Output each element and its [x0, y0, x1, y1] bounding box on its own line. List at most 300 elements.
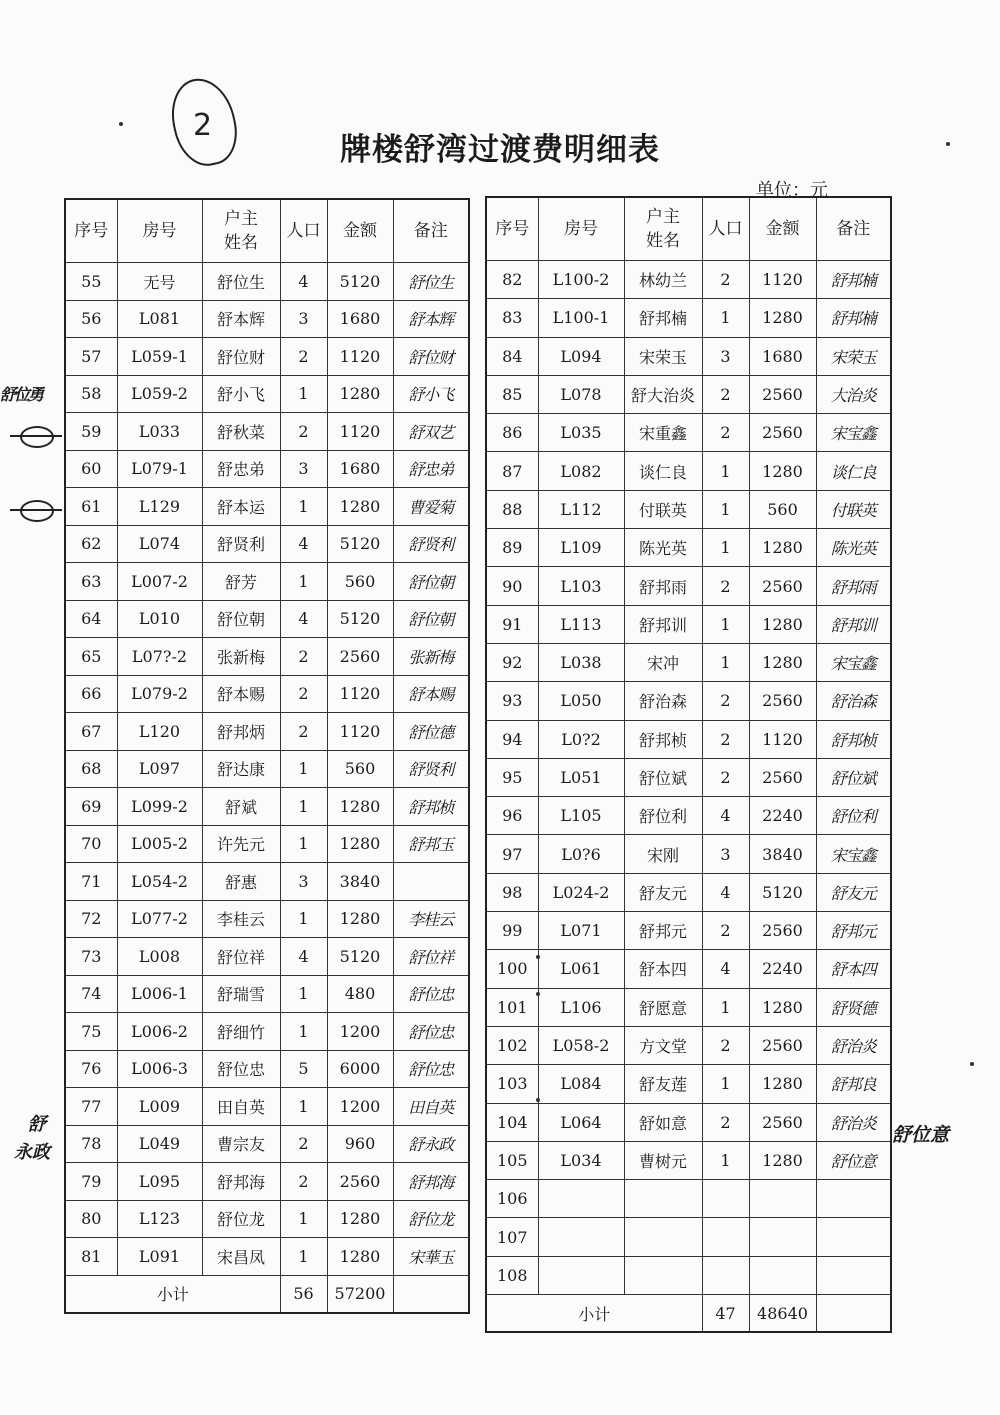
header-note: 备注 [393, 199, 469, 263]
circled-number: 2 [193, 108, 213, 143]
cell-seq: 79 [65, 1163, 117, 1201]
table-row [65, 788, 469, 826]
cell-amount: 1200 [327, 1088, 393, 1126]
table-row [486, 720, 891, 758]
cell-owner-name: 陈光英 [624, 529, 702, 567]
table-row [65, 1050, 469, 1088]
cell-signature: 曹爱菊 [393, 488, 469, 526]
cell-owner-name: 林幼兰 [624, 261, 702, 299]
cell-signature: 舒小飞 [393, 375, 469, 413]
table-row [65, 1238, 469, 1276]
cell-room: L129 [117, 488, 202, 526]
table-row [486, 1103, 891, 1141]
cell-population: 1 [702, 605, 749, 643]
cell-owner-name: 舒瑞雪 [202, 975, 280, 1013]
cell-owner-name: 舒位生 [202, 263, 280, 301]
cell-owner-name: 舒芳 [202, 563, 280, 601]
cell-room: L007-2 [117, 563, 202, 601]
table-row [65, 825, 469, 863]
margin-note-right-105: 舒位意 [892, 1124, 950, 1146]
cell-amount: 1200 [327, 1013, 393, 1051]
cell-signature: 宋華玉 [393, 1238, 469, 1276]
cell-owner-name: 舒如意 [624, 1103, 702, 1141]
cell-owner-name: 舒位龙 [202, 1200, 280, 1238]
cell-amount: 1280 [327, 788, 393, 826]
cell-signature: 舒贤利 [393, 750, 469, 788]
cell-seq: 66 [65, 675, 117, 713]
margin-note-left-top: 舒位勇 [0, 385, 43, 404]
margin-note-left-bottom-2: 永政 [14, 1142, 50, 1163]
cell-population: 2 [280, 413, 327, 451]
cell-amount: 560 [327, 563, 393, 601]
cell-owner-name [624, 1256, 702, 1294]
cell-owner-name: 曹宗友 [202, 1125, 280, 1163]
cell-amount: 2560 [749, 414, 816, 452]
cell-population: 2 [702, 414, 749, 452]
header-owner-text: 户主 姓名 [646, 207, 680, 251]
table-row [486, 1256, 891, 1294]
cell-signature [816, 1180, 891, 1218]
cell-amount: 1280 [749, 1141, 816, 1179]
cell-amount: 480 [327, 975, 393, 1013]
cell-owner-name: 舒本运 [202, 488, 280, 526]
cell-signature: 舒邦楠 [816, 299, 891, 337]
cell-signature: 舒邦元 [816, 912, 891, 950]
cell-owner-name: 舒位朝 [202, 600, 280, 638]
cell-signature: 舒位财 [393, 338, 469, 376]
cell-owner-name: 曹树元 [624, 1141, 702, 1179]
cell-population: 1 [702, 299, 749, 337]
cell-seq: 92 [486, 643, 538, 681]
cell-signature: 舒永政 [393, 1125, 469, 1163]
cell-amount: 1680 [327, 300, 393, 338]
cell-owner-name: 舒位祥 [202, 938, 280, 976]
cell-population: 3 [702, 337, 749, 375]
cell-amount: 3840 [749, 835, 816, 873]
cell-amount: 1280 [327, 1200, 393, 1238]
header-seq: 序号 [65, 199, 117, 263]
cell-amount: 560 [749, 490, 816, 528]
cell-population: 2 [280, 1125, 327, 1163]
table-row [486, 1180, 891, 1218]
cell-room: L006-2 [117, 1013, 202, 1051]
cell-seq: 94 [486, 720, 538, 758]
table-row [65, 713, 469, 751]
cell-population: 4 [702, 797, 749, 835]
table-row [65, 1013, 469, 1051]
header-owner [202, 199, 280, 263]
table-row [65, 488, 469, 526]
cell-amount: 1280 [749, 299, 816, 337]
table-row [486, 299, 891, 337]
cell-owner-name: 舒邦训 [624, 605, 702, 643]
table-row [65, 263, 469, 301]
cell-signature: 李桂云 [393, 900, 469, 938]
left-table-body [65, 263, 469, 1276]
cell-population: 2 [702, 1026, 749, 1064]
cell-room: L078 [538, 375, 624, 413]
cell-population: 1 [702, 988, 749, 1026]
table-row [486, 1218, 891, 1256]
cell-room: L099-2 [117, 788, 202, 826]
cell-amount: 2560 [327, 1163, 393, 1201]
cell-amount: 2560 [749, 682, 816, 720]
cell-owner-name [624, 1218, 702, 1256]
cell-population: 1 [280, 1200, 327, 1238]
cell-owner-name: 舒邦楠 [624, 299, 702, 337]
table-row [486, 950, 891, 988]
cell-seq: 63 [65, 563, 117, 601]
cell-owner-name: 舒邦元 [624, 912, 702, 950]
table-row [65, 900, 469, 938]
cell-room: L024-2 [538, 873, 624, 911]
table-row [486, 1141, 891, 1179]
cell-population: 1 [702, 490, 749, 528]
table-row [65, 1088, 469, 1126]
cell-population: 2 [702, 720, 749, 758]
cell-amount: 1120 [327, 413, 393, 451]
cell-seq: 62 [65, 525, 117, 563]
cell-population: 1 [702, 1065, 749, 1103]
header-pop: 人口 [702, 197, 749, 261]
cell-amount: 1280 [749, 643, 816, 681]
cell-owner-name: 宋重鑫 [624, 414, 702, 452]
cell-seq: 104 [486, 1103, 538, 1141]
cell-owner-name: 舒贤利 [202, 525, 280, 563]
cell-seq: 84 [486, 337, 538, 375]
cell-signature: 舒贤利 [393, 525, 469, 563]
subtotal-note [393, 1275, 469, 1313]
table-row [65, 1125, 469, 1163]
cell-room: L009 [117, 1088, 202, 1126]
cell-signature: 大治炎 [816, 375, 891, 413]
cell-population: 1 [280, 975, 327, 1013]
cell-owner-name: 舒邦桢 [624, 720, 702, 758]
cell-room: L079-2 [117, 675, 202, 713]
cell-owner-name: 舒位忠 [202, 1050, 280, 1088]
table-row [65, 338, 469, 376]
cell-amount: 1280 [749, 605, 816, 643]
cell-seq: 69 [65, 788, 117, 826]
cell-room: L050 [538, 682, 624, 720]
cell-room [538, 1218, 624, 1256]
cell-population: 1 [280, 788, 327, 826]
cell-room: L061 [538, 950, 624, 988]
cell-signature: 舒邦海 [393, 1163, 469, 1201]
cell-room: L033 [117, 413, 202, 451]
cell-population [702, 1256, 749, 1294]
cell-population: 2 [280, 675, 327, 713]
cell-seq: 73 [65, 938, 117, 976]
table-row [65, 1163, 469, 1201]
cell-signature: 舒治炎 [816, 1103, 891, 1141]
cell-population: 2 [280, 338, 327, 376]
scan-speck [119, 122, 123, 126]
cell-signature: 舒邦训 [816, 605, 891, 643]
cell-amount: 1680 [749, 337, 816, 375]
cell-amount: 2560 [749, 567, 816, 605]
table-row [65, 638, 469, 676]
cell-seq: 74 [65, 975, 117, 1013]
cell-room: L109 [538, 529, 624, 567]
header-amount: 金额 [327, 199, 393, 263]
cell-amount: 2240 [749, 797, 816, 835]
cell-owner-name: 舒愿意 [624, 988, 702, 1026]
theta-mark [20, 426, 54, 448]
table-row [486, 261, 891, 299]
cell-seq: 98 [486, 873, 538, 911]
cell-seq: 91 [486, 605, 538, 643]
cell-room: 无号 [117, 263, 202, 301]
table-row [486, 490, 891, 528]
cell-seq: 100 [486, 950, 538, 988]
cell-seq: 93 [486, 682, 538, 720]
cell-signature: 宋宝鑫 [816, 414, 891, 452]
header-owner-text: 户主 姓名 [224, 209, 258, 253]
theta-mark [20, 500, 54, 522]
header-room: 房号 [538, 197, 624, 261]
cell-signature: 舒位忠 [393, 975, 469, 1013]
cell-owner-name [624, 1180, 702, 1218]
cell-room: L123 [117, 1200, 202, 1238]
cell-amount: 2560 [749, 1103, 816, 1141]
table-row [486, 912, 891, 950]
cell-population: 1 [280, 1088, 327, 1126]
cell-room: L006-1 [117, 975, 202, 1013]
cell-room: L058-2 [538, 1026, 624, 1064]
cell-seq: 107 [486, 1218, 538, 1256]
cell-signature: 舒本辉 [393, 300, 469, 338]
unit-label: 单位：元 [756, 180, 828, 201]
cell-seq: 67 [65, 713, 117, 751]
cell-population: 4 [702, 950, 749, 988]
cell-room: L049 [117, 1125, 202, 1163]
cell-population: 1 [280, 1013, 327, 1051]
cell-room: L091 [117, 1238, 202, 1276]
cell-seq: 86 [486, 414, 538, 452]
margin-note-left-bottom-1: 舒 [28, 1114, 46, 1135]
cell-owner-name: 谈仁良 [624, 452, 702, 490]
cell-room: L113 [538, 605, 624, 643]
table-row [486, 835, 891, 873]
cell-amount: 2560 [749, 912, 816, 950]
cell-signature: 谈仁良 [816, 452, 891, 490]
cell-room: L081 [117, 300, 202, 338]
cell-population: 2 [702, 375, 749, 413]
cell-room: L082 [538, 452, 624, 490]
cell-seq: 77 [65, 1088, 117, 1126]
subtotal-pop: 56 [280, 1275, 327, 1313]
cell-seq: 101 [486, 988, 538, 1026]
cell-signature [816, 1218, 891, 1256]
cell-seq: 85 [486, 375, 538, 413]
cell-amount: 1280 [749, 529, 816, 567]
cell-owner-name: 宋昌凤 [202, 1238, 280, 1276]
right-subtotal-row [486, 1295, 891, 1333]
cell-seq: 57 [65, 338, 117, 376]
cell-owner-name: 宋荣玉 [624, 337, 702, 375]
cell-seq: 58 [65, 375, 117, 413]
cell-signature: 舒本赐 [393, 675, 469, 713]
cell-population: 1 [702, 643, 749, 681]
cell-owner-name: 李桂云 [202, 900, 280, 938]
cell-room: L103 [538, 567, 624, 605]
cell-room: L100-2 [538, 261, 624, 299]
cell-owner-name: 舒秋菜 [202, 413, 280, 451]
cell-signature: 舒位忠 [393, 1013, 469, 1051]
cell-signature: 舒治炎 [816, 1026, 891, 1064]
cell-room: L0?6 [538, 835, 624, 873]
cell-signature: 付联英 [816, 490, 891, 528]
scan-speck [970, 1062, 974, 1066]
right-table-body [486, 261, 891, 1295]
cell-amount: 1280 [749, 452, 816, 490]
cell-seq: 103 [486, 1065, 538, 1103]
right-ledger-table [485, 196, 892, 1333]
cell-seq: 76 [65, 1050, 117, 1088]
table-row [65, 863, 469, 901]
cell-signature: 张新梅 [393, 638, 469, 676]
cell-population [702, 1180, 749, 1218]
subtotal-label: 小计 [486, 1295, 702, 1333]
cell-amount: 3840 [327, 863, 393, 901]
cell-seq: 96 [486, 797, 538, 835]
header-pop: 人口 [280, 199, 327, 263]
cell-room: L074 [117, 525, 202, 563]
cell-room: L07?-2 [117, 638, 202, 676]
cell-population: 2 [702, 912, 749, 950]
table-row [65, 413, 469, 451]
header-note: 备注 [816, 197, 891, 261]
table-row [486, 605, 891, 643]
cell-population: 1 [280, 563, 327, 601]
cell-room: L051 [538, 758, 624, 796]
cell-room: L010 [117, 600, 202, 638]
cell-population: 1 [280, 900, 327, 938]
cell-population: 5 [280, 1050, 327, 1088]
cell-owner-name: 舒位财 [202, 338, 280, 376]
left-subtotal-row [65, 1275, 469, 1313]
header-seq: 序号 [486, 197, 538, 261]
cell-room: L054-2 [117, 863, 202, 901]
header-owner [624, 197, 702, 261]
cell-population: 2 [702, 1103, 749, 1141]
cell-population: 3 [280, 300, 327, 338]
cell-owner-name: 舒邦雨 [624, 567, 702, 605]
cell-signature: 陈光英 [816, 529, 891, 567]
table-row [65, 600, 469, 638]
cell-amount: 1280 [327, 900, 393, 938]
cell-amount: 1280 [749, 1065, 816, 1103]
cell-room: L097 [117, 750, 202, 788]
cell-population: 4 [702, 873, 749, 911]
cell-owner-name: 宋刚 [624, 835, 702, 873]
cell-owner-name: 方文堂 [624, 1026, 702, 1064]
table-row [486, 873, 891, 911]
cell-owner-name: 舒本辉 [202, 300, 280, 338]
cell-owner-name: 舒忠弟 [202, 450, 280, 488]
table-row [65, 375, 469, 413]
cell-room: L079-1 [117, 450, 202, 488]
cell-seq: 55 [65, 263, 117, 301]
cell-room: L077-2 [117, 900, 202, 938]
table-row [65, 525, 469, 563]
header-room: 房号 [117, 199, 202, 263]
cell-signature: 宋宝鑫 [816, 835, 891, 873]
table-row [486, 797, 891, 835]
cell-amount: 5120 [327, 263, 393, 301]
table-row [486, 375, 891, 413]
cell-signature: 舒双艺 [393, 413, 469, 451]
cell-owner-name: 舒细竹 [202, 1013, 280, 1051]
cell-amount: 1120 [327, 675, 393, 713]
table-row [486, 414, 891, 452]
cell-amount: 1280 [327, 375, 393, 413]
cell-population: 4 [280, 600, 327, 638]
cell-amount: 2240 [749, 950, 816, 988]
cell-room [538, 1256, 624, 1294]
table-row [486, 337, 891, 375]
cell-amount: 1120 [327, 713, 393, 751]
table-row [486, 1026, 891, 1064]
page-title: 牌楼舒湾过渡费明细表 [340, 132, 660, 168]
cell-owner-name: 舒位斌 [624, 758, 702, 796]
cell-amount: 1120 [749, 720, 816, 758]
cell-amount: 1680 [327, 450, 393, 488]
cell-signature: 舒邦楠 [816, 261, 891, 299]
cell-signature: 舒位斌 [816, 758, 891, 796]
cell-signature: 舒邦桢 [816, 720, 891, 758]
cell-signature: 舒位意 [816, 1141, 891, 1179]
left-ledger-table [64, 198, 470, 1314]
cell-population: 3 [702, 835, 749, 873]
cell-seq: 105 [486, 1141, 538, 1179]
cell-room: L084 [538, 1065, 624, 1103]
cell-amount: 6000 [327, 1050, 393, 1088]
cell-signature: 舒位朝 [393, 563, 469, 601]
cell-owner-name: 舒斌 [202, 788, 280, 826]
cell-population: 2 [702, 682, 749, 720]
cell-population: 2 [702, 758, 749, 796]
cell-signature: 宋宝鑫 [816, 643, 891, 681]
cell-owner-name: 张新梅 [202, 638, 280, 676]
cell-owner-name: 舒友元 [624, 873, 702, 911]
scan-speck [536, 955, 540, 959]
cell-amount [749, 1256, 816, 1294]
cell-population: 1 [280, 1238, 327, 1276]
scan-speck [946, 142, 950, 146]
cell-seq: 70 [65, 825, 117, 863]
cell-owner-name: 舒达康 [202, 750, 280, 788]
cell-room: L071 [538, 912, 624, 950]
cell-room: L064 [538, 1103, 624, 1141]
cell-room: L038 [538, 643, 624, 681]
cell-seq: 81 [65, 1238, 117, 1276]
cell-amount: 2560 [327, 638, 393, 676]
subtotal-note [816, 1295, 891, 1333]
cell-room: L106 [538, 988, 624, 1026]
cell-owner-name: 舒本四 [624, 950, 702, 988]
cell-population: 2 [702, 567, 749, 605]
cell-amount: 2560 [749, 1026, 816, 1064]
cell-signature: 舒忠弟 [393, 450, 469, 488]
cell-room: L034 [538, 1141, 624, 1179]
cell-seq: 89 [486, 529, 538, 567]
cell-room [538, 1180, 624, 1218]
cell-seq: 68 [65, 750, 117, 788]
cell-owner-name: 舒治森 [624, 682, 702, 720]
cell-amount: 1280 [327, 488, 393, 526]
